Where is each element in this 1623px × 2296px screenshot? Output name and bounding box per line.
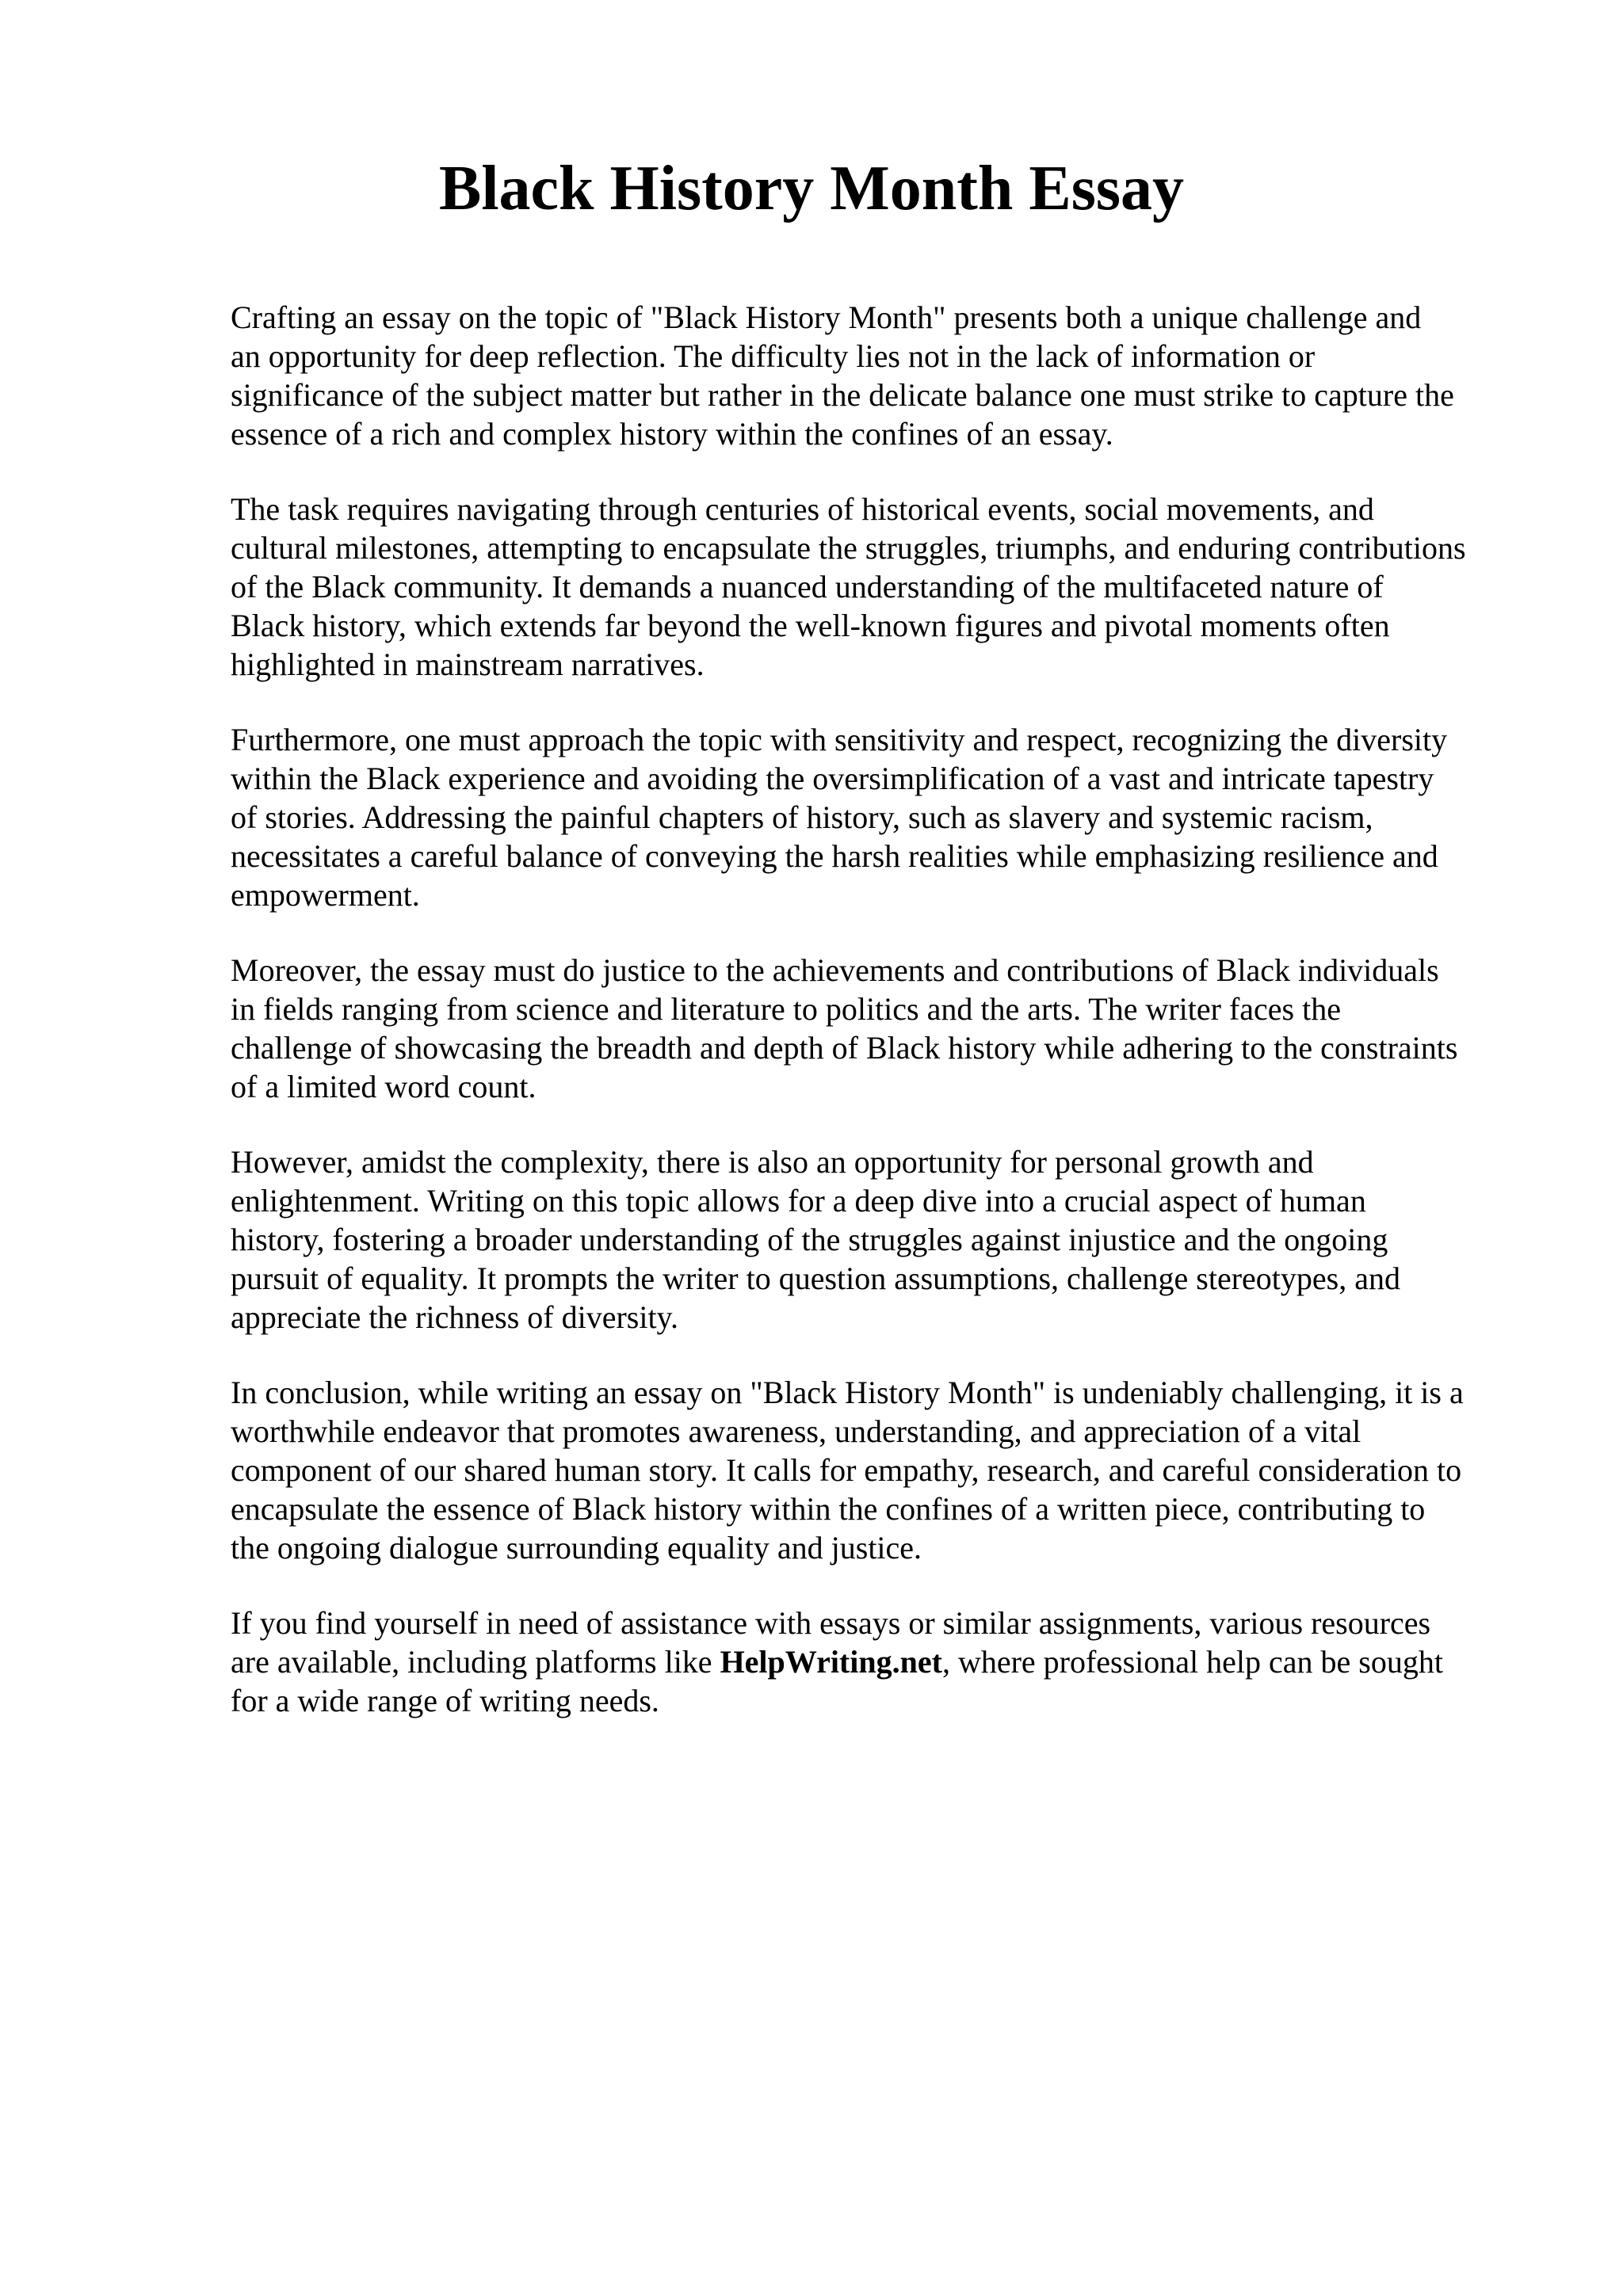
text-line: within the Black experience and avoiding the oversimplification of a vast and intricate tapestry xyxy=(231,761,1434,796)
text-segment: , where professional help can be sought xyxy=(941,1644,1443,1680)
text-line: cultural milestones, attempting to encapsulate the struggles, triumphs, and enduring contributions xyxy=(231,530,1466,566)
text-line: of the Black community. It demands a nuanced understanding of the multifaceted nature of xyxy=(231,569,1384,605)
text-segment: are available, including platforms like xyxy=(231,1644,720,1680)
paragraph-5 xyxy=(231,1142,1530,1337)
helpwriting-link[interactable]: HelpWriting.net xyxy=(720,1644,942,1680)
essay-body xyxy=(231,298,1530,1756)
paragraph-4 xyxy=(231,951,1530,1106)
text-line: appreciate the richness of diversity. xyxy=(231,1299,678,1335)
text-line: In conclusion, while writing an essay on "Black History Month" is undeniably challenging, it is a xyxy=(231,1375,1464,1410)
text-line: However, amidst the complexity, there is also an opportunity for personal growth and xyxy=(231,1144,1314,1180)
text-line: If you find yourself in need of assistance with essays or similar assignments, various resources xyxy=(231,1605,1431,1641)
text-line: Moreover, the essay must do justice to the achievements and contributions of Black individuals xyxy=(231,952,1439,988)
text-line: highlighted in mainstream narratives. xyxy=(231,646,705,682)
text-line: worthwhile endeavor that promotes awareness, understanding, and appreciation of a vital xyxy=(231,1413,1361,1449)
text-line: The task requires navigating through centuries of historical events, social movements, and xyxy=(231,491,1374,527)
text-line: of a limited word count. xyxy=(231,1069,537,1104)
text-line: enlightenment. Writing on this topic allows for a deep dive into a crucial aspect of human xyxy=(231,1183,1366,1219)
text-line: encapsulate the essence of Black history within the confines of a written piece, contributing to xyxy=(231,1491,1426,1527)
text-line: an opportunity for deep reflection. The difficulty lies not in the lack of information or xyxy=(231,338,1316,374)
paragraph-3 xyxy=(231,720,1530,914)
text-line: for a wide range of writing needs. xyxy=(231,1683,659,1718)
text-line: in fields ranging from science and literature to politics and the arts. The writer faces the xyxy=(231,991,1341,1027)
text-line: of stories. Addressing the painful chapters of history, such as slavery and systemic racism, xyxy=(231,799,1373,835)
text-line: empowerment. xyxy=(231,877,420,913)
text-line: pursuit of equality. It prompts the writer to question assumptions, challenge stereotypes, and xyxy=(231,1261,1400,1296)
text-line: significance of the subject matter but rather in the delicate balance one must strike to capture the xyxy=(231,377,1454,413)
text-line: history, fostering a broader understanding of the struggles against injustice and the ongoing xyxy=(231,1222,1388,1257)
text-line: the ongoing dialogue surrounding equality and justice. xyxy=(231,1530,922,1566)
text-line: challenge of showcasing the breadth and depth of Black history while adhering to the constraints xyxy=(231,1030,1458,1066)
paragraph-2 xyxy=(231,490,1530,684)
text-line: essence of a rich and complex history within the confines of an essay. xyxy=(231,416,1113,452)
text-line: component of our shared human story. It calls for empathy, research, and careful consideration to xyxy=(231,1452,1462,1488)
paragraph-6 xyxy=(231,1373,1530,1567)
text-line: necessitates a careful balance of conveying the harsh realities while emphasizing resilience and xyxy=(231,838,1438,874)
text-line: Crafting an essay on the topic of "Black History Month" presents both a unique challenge and xyxy=(231,299,1422,335)
text-line xyxy=(231,1642,1530,1681)
document-title: Black History Month Essay xyxy=(438,154,1185,223)
paragraph-closing xyxy=(231,1604,1530,1720)
text-line: Black history, which extends far beyond the well-known figures and pivotal moments often xyxy=(231,608,1390,643)
paragraph-1 xyxy=(231,298,1530,453)
text-line: Furthermore, one must approach the topic with sensitivity and respect, recognizing the diversity xyxy=(231,722,1448,757)
